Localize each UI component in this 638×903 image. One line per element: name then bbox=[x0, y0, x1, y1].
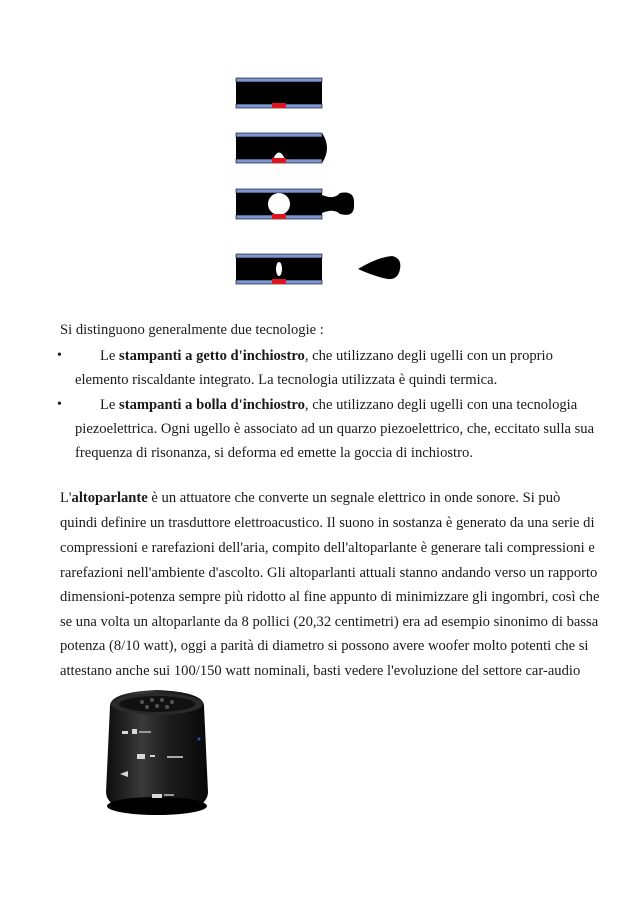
intro-text: Si distinguono generalmente due tecnologie : bbox=[60, 322, 324, 338]
paragraph-line: attestano anche sui 100/150 watt nominali, basti vedere l'evoluzione del settore car-audio bbox=[60, 663, 581, 679]
nozzle-stage-3 bbox=[236, 189, 354, 219]
paragraph-line: rarefazioni nell'ambiente d'ascolto. Gli altoparlanti attuali stanno andando verso un rapporto bbox=[60, 565, 598, 581]
bullet-prefix: Le bbox=[100, 348, 120, 364]
paragraph-bold-term: altoparlante bbox=[71, 490, 148, 506]
bullet-prefix: Le bbox=[100, 397, 120, 413]
bullet-continuation: frequenza di risonanza, si deforma ed emette la goccia di inchiostro. bbox=[75, 445, 473, 461]
ink-droplet bbox=[358, 256, 400, 279]
paragraph-rest: è un attuatore che converte un segnale elettrico in onde sonore. Si può bbox=[147, 490, 561, 506]
bullet-bold: stampanti a bolla d'inchiostro bbox=[119, 397, 305, 413]
bullet-bold: stampanti a getto d'inchiostro bbox=[119, 348, 305, 364]
nozzle-stage-4 bbox=[236, 254, 400, 284]
paragraph-line: dimensioni-potenza sempre più ridotto al fine appunto di minimizzare gli ingombri, così che bbox=[60, 589, 600, 605]
nozzle-stage-1 bbox=[236, 78, 322, 108]
paragraph-line: compressioni e rarefazioni dell'aria, compito dell'altoparlante è generare tali compressioni e bbox=[60, 540, 595, 556]
bullet-icon: • bbox=[57, 397, 62, 412]
paragraph-line: quindi definire un trasduttore elettroacustico. Il suono in sostanza è generato da una serie di bbox=[60, 515, 595, 531]
speaker-photo bbox=[62, 684, 242, 824]
paragraph-line: potenza (8/10 watt), oggi a parità di diametro si possono avere woofer molto potenti che si bbox=[60, 638, 589, 654]
paragraph-first-line bbox=[60, 490, 560, 507]
bullet-icon: • bbox=[57, 348, 62, 363]
bullet-continuation: elemento riscaldante integrato. La tecnologia utilizzata è quindi termica. bbox=[75, 372, 498, 388]
inkjet-nozzle-diagram bbox=[0, 0, 638, 300]
bullet-continuation: piezoelettrica. Ogni ugello è associato ad un quarzo piezoelettrico, che, eccitato sulla sua bbox=[75, 421, 595, 437]
paragraph-prefix: L' bbox=[60, 490, 72, 506]
bullet-rest: , che utilizzano degli ugelli con una tecnologia bbox=[304, 397, 578, 413]
nozzle-stage-2 bbox=[236, 133, 327, 163]
bullet-rest: , che utilizzano degli ugelli con un proprio bbox=[304, 348, 553, 364]
paragraph-line: se una volta un altoparlante da 8 pollici (20,32 centimetri) era ad esempio sinonimo di bassa bbox=[60, 614, 599, 630]
